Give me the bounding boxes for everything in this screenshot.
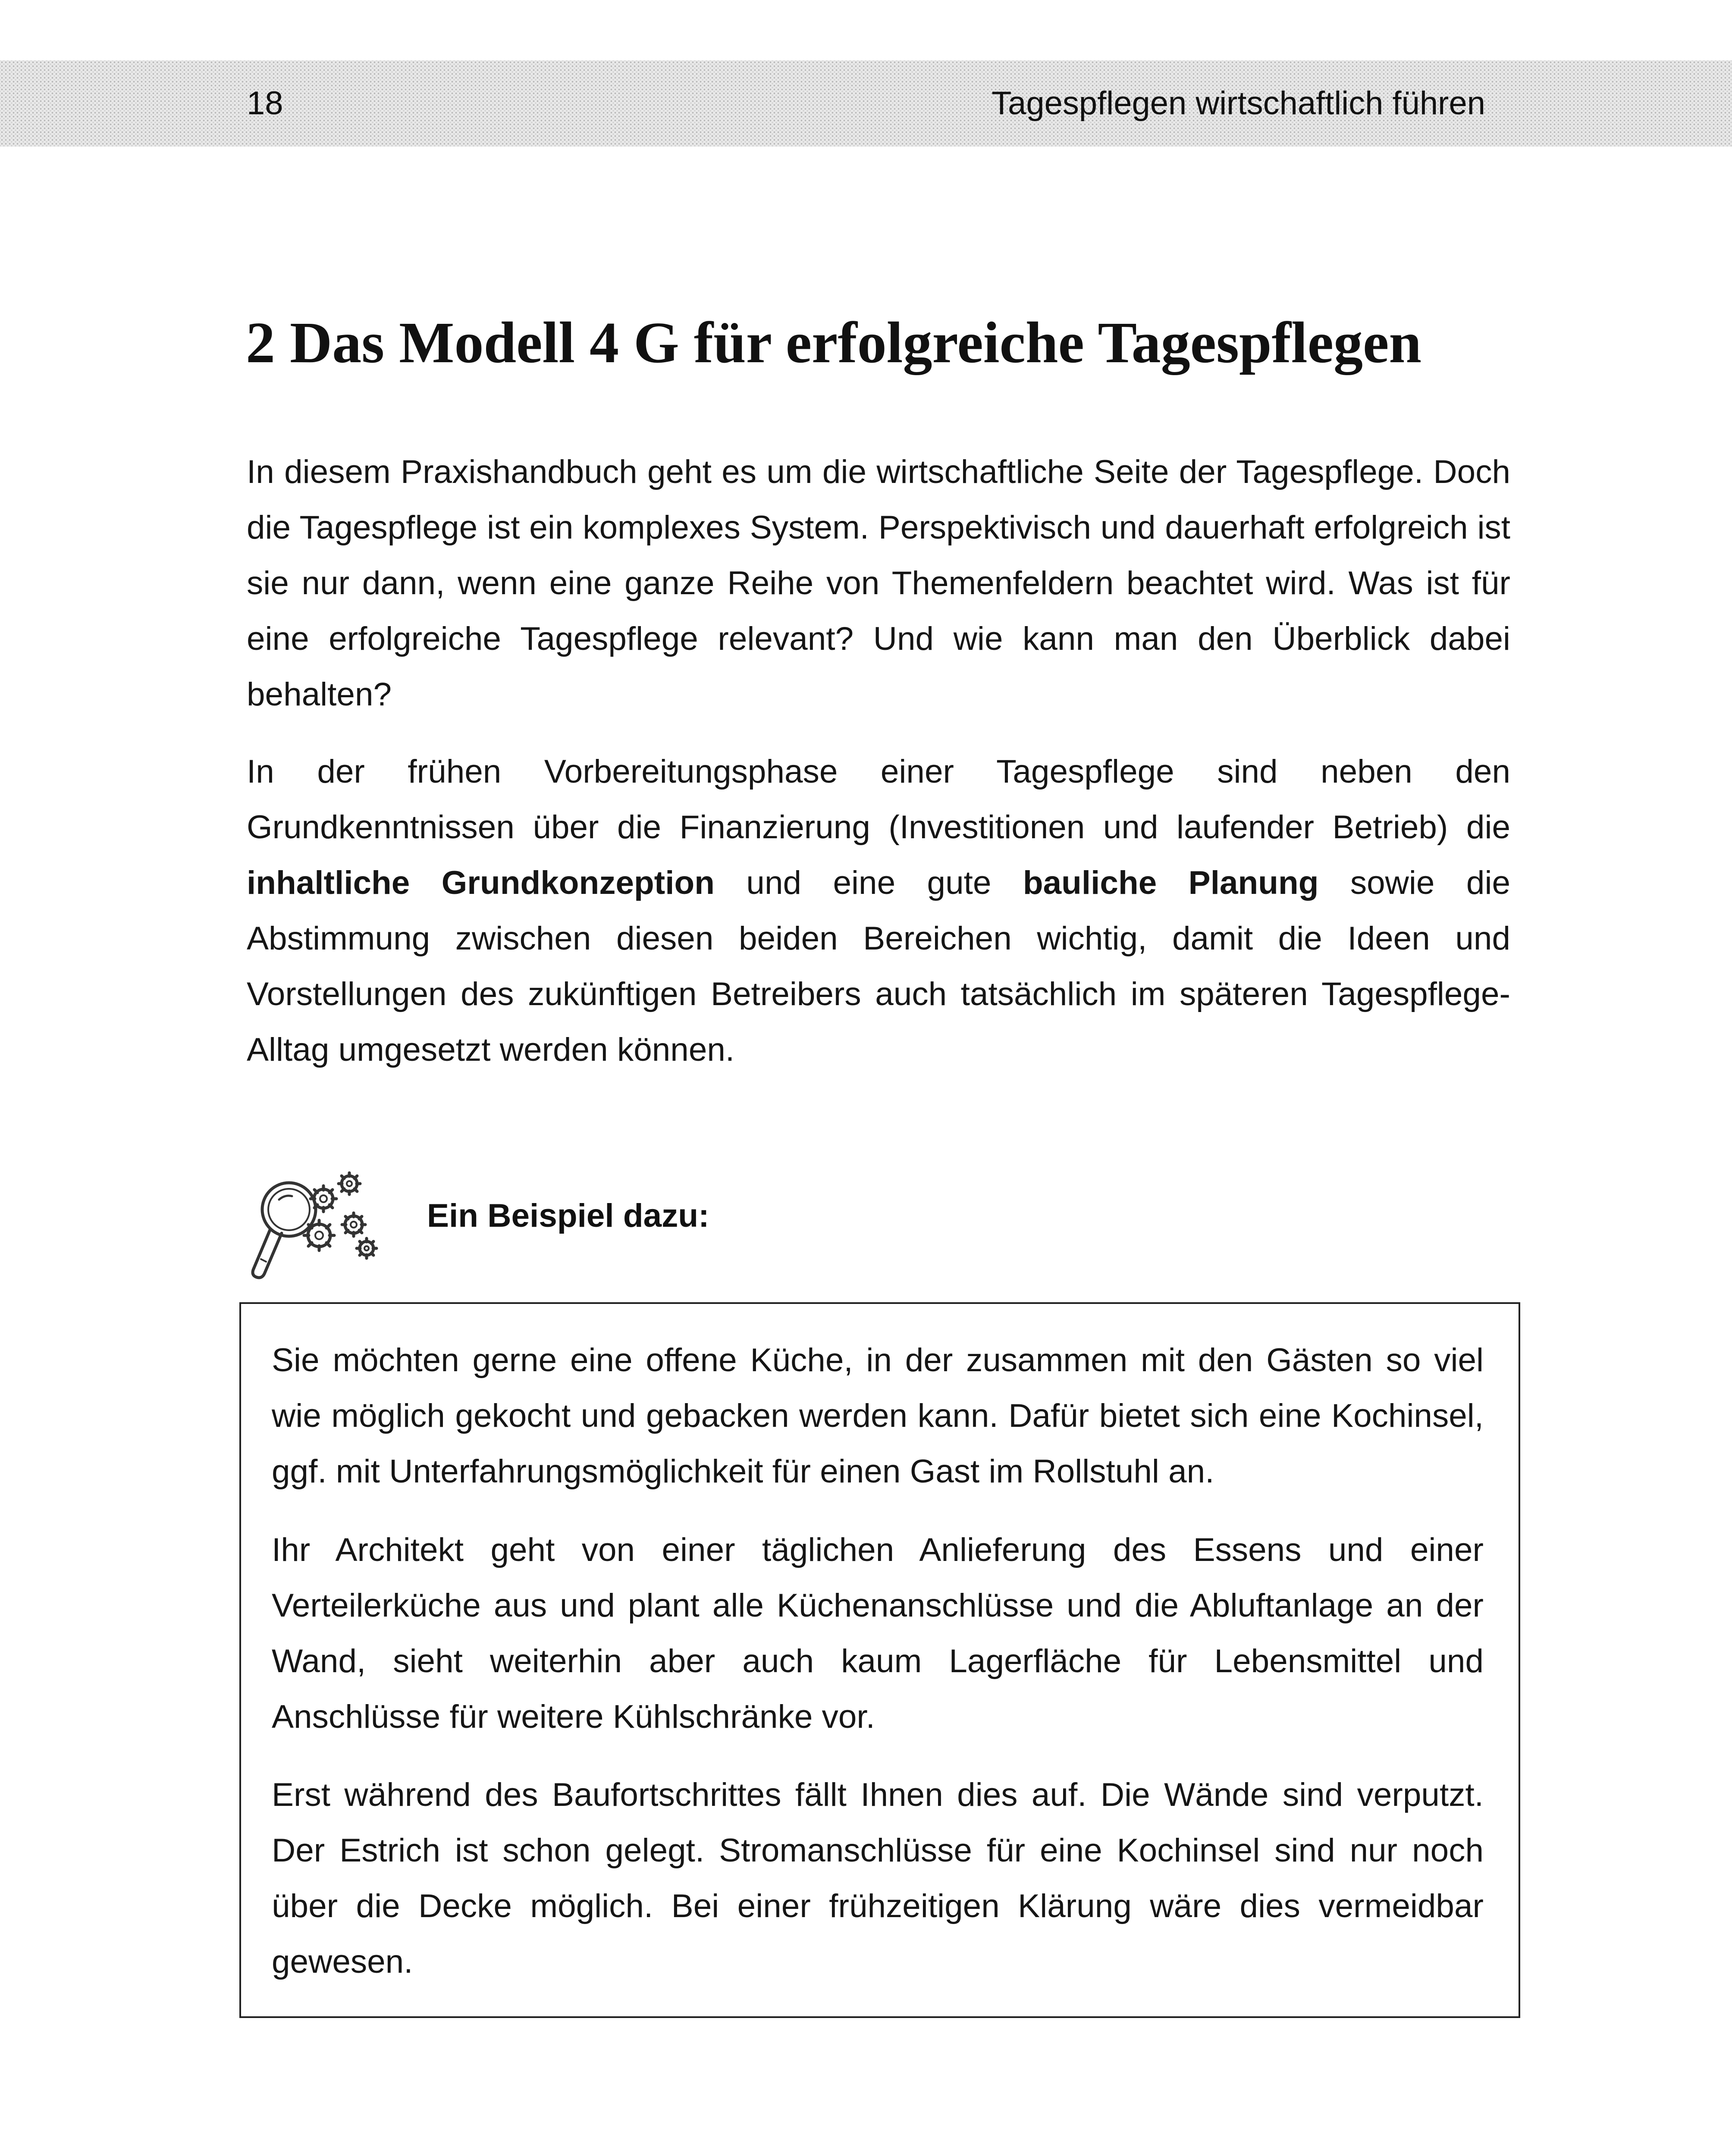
example-paragraph: Ihr Architekt geht von einer täglichen Anlieferung des Essens und einer Verteilerküche aus und plant alle Küchenanschlüsse und die Abluftanlage an der Wand, sieht weiterhin aber auch kaum Lagerfläche für Lebensmittel und Anschlüsse für weitere Kühlschränke vor. (272, 1532, 1484, 1735)
paragraph-text: sowie die Abstimmung zwischen diesen beiden Bereichen wichtig, damit die Ideen und Vorstellungen des zukünftigen Betreibers auch tatsächlich im späteren Tagespflege-Alltag umgesetzt werden können. (247, 865, 1510, 1068)
example-paragraph: Erst während des Baufortschrittes fällt Ihnen dies auf. Die Wände sind verputzt. Der Estrich ist schon gelegt. Stromanschlüsse für eine Kochinsel sind nur noch über die Decke möglich. Bei einer frühzeitigen Klärung wäre dies vermeidbar gewesen. (272, 1777, 1484, 1980)
page-number: 18 (247, 85, 283, 122)
paragraph-text: In der frühen Vorbereitungsphase einer Tagespflege sind neben den Grundkenntnissen über die Finanzierung (Investitionen und laufender Betrieb) die (247, 753, 1510, 846)
running-title: Tagespflegen wirtschaftlich führen (992, 85, 1485, 122)
emphasis-concept: inhaltliche Grundkonzeption (247, 865, 715, 901)
preparation-paragraph (247, 744, 1510, 1078)
emphasis-planning: bauliche Planung (1023, 865, 1319, 901)
example-paragraph: Sie möchten gerne eine offene Küche, in der zusammen mit den Gästen so viel wie möglich gekocht und gebacken werden kann. Dafür bietet sich eine Kochinsel, ggf. mit Unterfahrungsmöglichkeit für einen Gast im Rollstuhl an. (272, 1342, 1484, 1490)
intro-paragraph: In diesem Praxishandbuch geht es um die wirtschaftliche Seite der Tagespflege. Doch die Tagespflege ist ein komplexes System. Perspektivisch und dauerhaft erfolgreich ist sie nur dann, wenn eine ganze Reihe von Themenfeldern beachtet wird. Was ist für eine erfolgreiche Tagespflege relevant? Und wie kann man den Überblick dabei behalten? (247, 454, 1510, 713)
chapter-title: 2 Das Modell 4 G für erfolgreiche Tagespflegen (246, 310, 1422, 375)
example-label: Ein Beispiel dazu: (427, 1197, 709, 1234)
magnifier-gears-icon (244, 1160, 390, 1285)
paragraph-text: und eine gute (714, 865, 1023, 901)
